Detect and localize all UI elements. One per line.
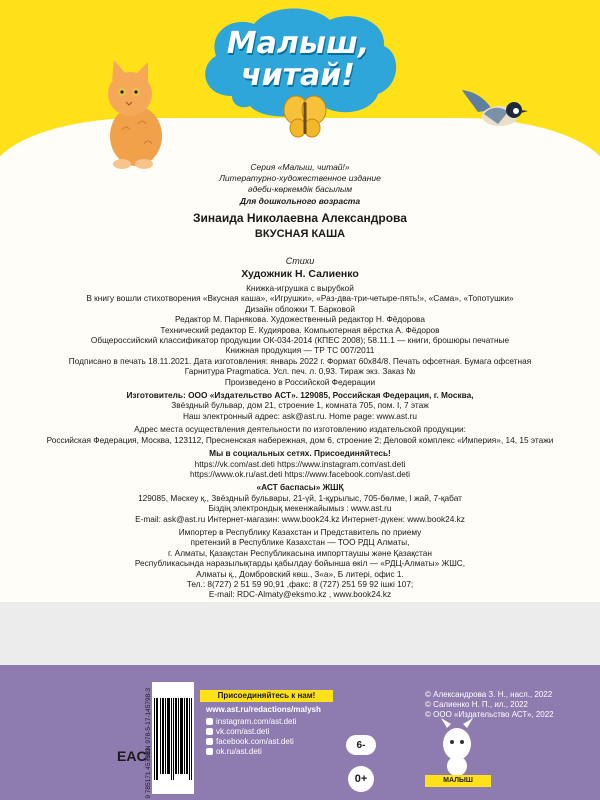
copyright-line: © ООО «Издательство АСТ», 2022 (425, 710, 554, 719)
social-link-vk[interactable] (206, 726, 296, 736)
publisher-logo-label: МАЛЫШ (425, 775, 491, 787)
copyright-line: © Александрова З. Н., насл., 2022 (425, 690, 553, 699)
imprint-line: Технический редактор Е. Кудиярова. Компьютерная вёрстка А. Фёдоров (160, 324, 440, 335)
cat-illustration-icon (92, 60, 172, 172)
imprint-line: «АСТ баспасы» ЖШҚ (256, 482, 344, 493)
social-link-instagram[interactable] (206, 716, 296, 726)
logo-title (192, 28, 404, 92)
redaction-url-link[interactable]: www.ast.ru/redactions/malysh (206, 705, 321, 714)
imprint-line: E-mail: ask@ast.ru Интернет-магазин: www.book24.kz Интернет-дүкен: www.book24.kz (135, 513, 465, 524)
genre-label: Стихи (285, 256, 315, 266)
imprint-line: Дизайн обложки Т. Барковой (244, 303, 356, 314)
butterfly-icon (282, 94, 328, 140)
imprint-line: Книжка-игрушка с вырубкой (246, 283, 354, 293)
imprint-line: претензий в Республике Казахстан — ТОО РДЦ Алматы, (190, 537, 410, 548)
copyright-line: © Салиенко Н. П., ил., 2022 (425, 700, 528, 709)
social-link-text: facebook.com/ast.deti (216, 736, 294, 746)
imprint-line: Алматы қ., Домбровский көш., 3«а», Б литері, офис 1. (196, 568, 404, 579)
imprint-line: Мы в социальных сетях. Присоединяйтесь! (209, 448, 391, 459)
join-us-label: Присоединяйтесь к нам! (200, 690, 333, 702)
imprint-line: г. Алматы, Қазақстан Республикасына импорттаушы және Қазақстан (168, 547, 432, 558)
imprint-line: Наш электронный адрес: ask@ast.ru. Home page: www.ast.ru (182, 410, 418, 421)
logo-line-2: читай! (241, 58, 355, 93)
imprint-line: Адрес места осуществления деятельности по изготовлению издательской продукции: (134, 424, 466, 435)
imprint-line: Республикасында наразылықтарды қабылдау бойынша өкіл — «РДЦ-Алматы» ЖШС, (134, 558, 466, 569)
barcode-digits: 9 785171 457983 (145, 748, 152, 799)
imprint-line: Тел.: 8(727) 2 51 59 90,91 ,факс: 8 (727) 251 59 92 ішкі 107; (186, 578, 414, 589)
series-line: Серия «Малыш, читай!» (250, 162, 350, 172)
imprint-line: Произведено в Российской Федерации (224, 376, 376, 387)
imprint-line: Изготовитель: ООО «Издательство АСТ». 129085, Российская Федерация, г. Москва, (126, 390, 474, 401)
imprint-line: Редактор М. Парнякова. Художественный редактор Н. Фёдорова (175, 314, 425, 325)
bird-illustration-icon (458, 84, 528, 134)
logo-line-1: Малыш, (226, 26, 370, 61)
barcode-area (152, 682, 194, 794)
artist-name: Художник Н. Салиенко (241, 268, 359, 280)
imprint-line: Импортер в Республику Казахстан и Представитель по приему (178, 526, 422, 537)
imprint-line: Біздің электрондық мекенжайымыз : www.ast.ru (208, 503, 392, 514)
eac-mark: EAC (117, 748, 147, 764)
gray-strip (0, 602, 600, 665)
series-info (0, 162, 600, 195)
social-links (206, 716, 296, 756)
vk-icon (206, 728, 213, 735)
book-title: ВКУСНАЯ КАША (254, 228, 346, 240)
age-rating-circle: 0+ (348, 766, 374, 792)
imprint-line: Российская Федерация, Москва, 123112, Пресненская набережная, дом 6, строение 2; Деловой комплекс «Империя», 14, 15 этажи (46, 434, 554, 445)
barcode-icon (152, 682, 194, 794)
imprint-line: E-mail: RDC-Almaty@eksmo.kz , www.book24.kz (208, 589, 392, 600)
publisher-logo-icon (437, 718, 477, 778)
social-link-text: ok.ru/ast.deti (216, 746, 262, 756)
age-rating-badge: 6- (346, 735, 376, 755)
social-link-text: vk.com/ast.deti (216, 726, 270, 736)
imprint-line: 129085, Мәскеу қ., Звёздный бульвары, 21-үй, 1-құрылыс, 705-бөлме, I жай, 7-қабат (138, 492, 462, 503)
copyright-block (425, 690, 554, 720)
imprint-line: https://vk.com/ast.deti https://www.instagram.com/ast.deti (194, 458, 406, 469)
imprint-line: В книгу вошли стихотворения «Вкусная каша», «Игрушки», «Раз-два-три-четыре-пять!», «Сама», «Топотушки» (86, 293, 514, 304)
social-link-facebook[interactable] (206, 736, 296, 746)
imprint-line: Гарнитура Pragmatica. Усл. печ. л. 0,93. Тираж экз. Заказ № (184, 366, 416, 377)
series-line: Литературно-художественное издание (219, 173, 381, 183)
facebook-icon (206, 738, 213, 745)
social-link-ok[interactable] (206, 746, 296, 756)
series-line: әдеби-көркемдік басылым (247, 184, 353, 194)
imprint-line: https://www.ok.ru/ast.deti https://www.facebook.com/ast.deti (190, 468, 410, 479)
social-link-text: instagram.com/ast.deti (216, 716, 297, 726)
imprint-line: Звёздный бульвар, дом 21, строение 1, комната 705, пом. I, 7 этаж (171, 400, 429, 411)
barcode-isbn: ISBN 978-5-17-145798-3 (145, 688, 152, 761)
imprint-line: Книжная продукция — ТР ТС 007/2011 (225, 345, 375, 356)
imprint-block (0, 283, 600, 634)
odnoklassniki-icon (206, 748, 213, 755)
imprint-line: Общероссийский классификатор продукции ОК-034-2014 (КПЕС 2008); 58.11.1 — книги, брошюры печатные (90, 335, 510, 346)
age-group-label: Для дошкольного возраста (239, 196, 361, 206)
imprint-line: Подписано в печать 18.11.2021. Дата изготовления: январь 2022 г. Формат 60x84/8. Печать офсетная. Бумага офсетная (68, 355, 532, 366)
author-name: Зинаида Николаевна Александрова (193, 211, 407, 225)
instagram-icon (206, 718, 213, 725)
bottom-purple-band (0, 665, 600, 800)
